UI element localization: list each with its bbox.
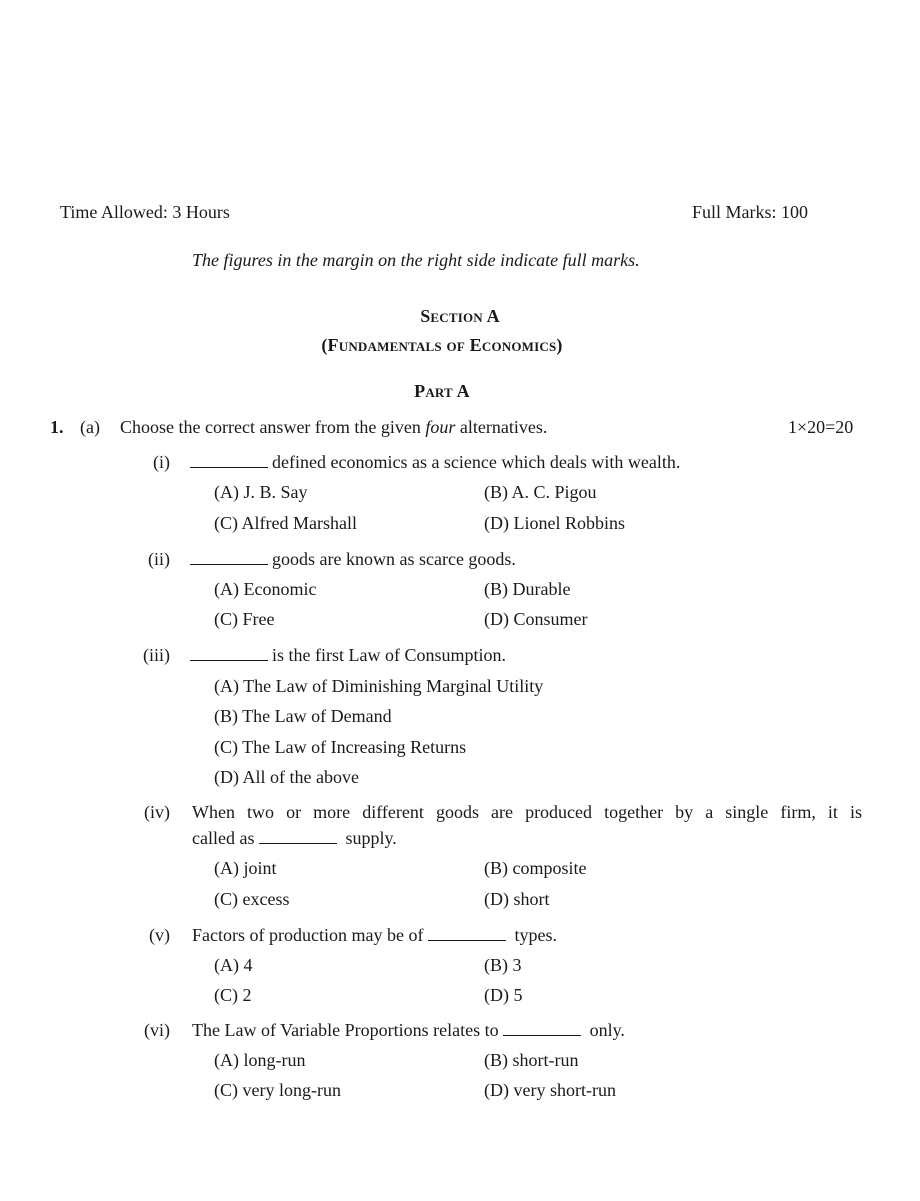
item-text-start: Factors of production may be of xyxy=(192,925,428,945)
question-prompt xyxy=(120,418,547,436)
option: (D) 5 xyxy=(484,985,523,1005)
item-text-end: types. xyxy=(509,925,557,945)
full-marks: Full Marks: 100 xyxy=(692,202,809,222)
option: (D) Consumer xyxy=(484,609,588,629)
item-text xyxy=(192,926,557,944)
answer-blank xyxy=(190,453,268,468)
option: (A) long-run xyxy=(214,1050,306,1070)
option: (C) excess xyxy=(214,889,290,909)
answer-blank xyxy=(503,1021,581,1036)
prompt-start: Choose the correct answer from the given xyxy=(120,417,426,437)
option: (D) Lionel Robbins xyxy=(484,513,625,533)
option: (C) Free xyxy=(214,609,275,629)
option: (A) J. B. Say xyxy=(214,482,308,502)
option: (C) very long-run xyxy=(214,1080,341,1100)
item-text-start: called as xyxy=(192,828,259,848)
option: (D) very short-run xyxy=(484,1080,616,1100)
option: (A) joint xyxy=(214,858,277,878)
item-text xyxy=(192,1021,625,1039)
option: (D) short xyxy=(484,889,550,909)
item-text-start: The Law of Variable Proportions relates to xyxy=(192,1020,504,1040)
option: (B) A. C. Pigou xyxy=(484,482,597,502)
item-number: (ii) xyxy=(148,549,170,569)
answer-blank xyxy=(428,926,506,941)
item-text-content: goods are known as scarce goods. xyxy=(272,549,516,569)
option: (B) composite xyxy=(484,858,587,878)
item-number: (v) xyxy=(149,925,170,945)
question-subpart: (a) xyxy=(80,417,100,437)
item-number: (vi) xyxy=(144,1020,170,1040)
option: (D) All of the above xyxy=(214,767,359,787)
option: (B) 3 xyxy=(484,955,522,975)
option: (A) The Law of Diminishing Marginal Utility xyxy=(214,676,544,696)
prompt-end: alternatives. xyxy=(455,417,548,437)
option: (B) The Law of Demand xyxy=(214,706,392,726)
section-subtitle: (Fundamentals of Economics) xyxy=(321,335,563,355)
answer-blank xyxy=(190,646,268,661)
item-text xyxy=(190,646,506,664)
option: (B) Durable xyxy=(484,579,571,599)
option: (A) 4 xyxy=(214,955,253,975)
item-text-content: is the first Law of Consumption. xyxy=(272,645,506,665)
item-text-line1: When two or more different goods are produced together by a single firm, it is xyxy=(192,802,862,822)
question-marks: 1×20=20 xyxy=(788,417,854,437)
option: (C) 2 xyxy=(214,985,252,1005)
item-text-end: supply. xyxy=(340,828,397,848)
item-text-content: defined economics as a science which deals with wealth. xyxy=(272,452,681,472)
part-title: Part A xyxy=(414,381,470,401)
answer-blank xyxy=(259,829,337,844)
item-text xyxy=(190,550,516,568)
prompt-emphasis: four xyxy=(425,417,456,437)
item-number: (i) xyxy=(153,452,170,472)
time-allowed: Time Allowed: 3 Hours xyxy=(60,202,230,222)
marks-instruction: The figures in the margin on the right side indicate full marks. xyxy=(192,250,640,270)
option: (C) Alfred Marshall xyxy=(214,513,357,533)
item-text-end: only. xyxy=(585,1020,625,1040)
question-number: 1. xyxy=(50,417,64,437)
answer-blank xyxy=(190,550,268,565)
option: (A) Economic xyxy=(214,579,317,599)
section-title: Section A xyxy=(420,306,500,326)
option: (C) The Law of Increasing Returns xyxy=(214,737,467,757)
item-number: (iv) xyxy=(144,802,170,822)
item-text xyxy=(190,453,680,471)
item-text-line2 xyxy=(192,829,397,847)
item-number: (iii) xyxy=(143,645,170,665)
option: (B) short-run xyxy=(484,1050,579,1070)
